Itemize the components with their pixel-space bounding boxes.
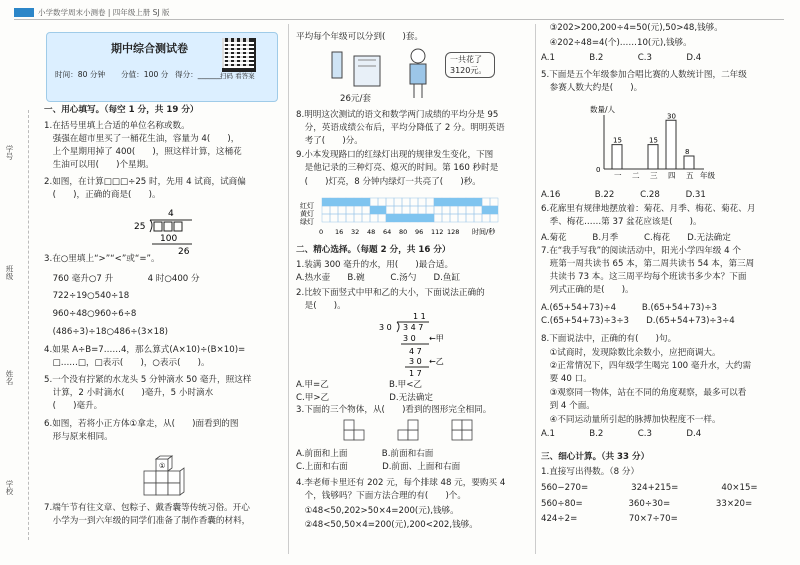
svg-text:1 7: 1 7 bbox=[409, 369, 422, 378]
binding-strip bbox=[14, 110, 29, 540]
light-cell bbox=[490, 214, 498, 222]
sachet-price: 26元/套 bbox=[340, 94, 372, 104]
col3-line: ④202÷48=4(个)……10(元),钱够。 bbox=[541, 38, 692, 48]
bar-value-label: 15 bbox=[613, 136, 622, 145]
header-text: 小学数学周末小测卷 | 四年级上册 SJ 版 bbox=[38, 8, 170, 17]
side-label-class: 班级 bbox=[5, 265, 14, 280]
col2-line: 1.装满 300 毫升的水，用( )最合适。 bbox=[296, 260, 454, 270]
col2-line: 分，英语成绩公布后，平均分降低了 2 分。明明英语 bbox=[296, 123, 505, 133]
bar-xlabel: 年级 bbox=[700, 171, 715, 180]
light-cell bbox=[474, 206, 482, 214]
col3-line: C.(65+54+73)÷3÷3 D.(65+54+73)÷3÷4 bbox=[541, 316, 735, 326]
light-cell bbox=[458, 206, 466, 214]
bar-2 bbox=[648, 145, 658, 169]
light-lit-segment bbox=[482, 206, 498, 214]
col2-line: 个，钱够吗？下面方法合理的有( )个。 bbox=[296, 491, 466, 501]
light-cell bbox=[386, 198, 394, 206]
cube-figure bbox=[140, 455, 200, 503]
bar-value-label: 15 bbox=[649, 136, 658, 145]
light-cell bbox=[458, 214, 466, 222]
col3-line: ③观察同一物体，站在不同的角度观察，最多可以看 bbox=[541, 388, 747, 398]
col1-line: 一、用心填写。（每空 1 分，共 19 分） bbox=[44, 105, 199, 115]
light-cell bbox=[362, 214, 370, 222]
svg-text:3 4 7: 3 4 7 bbox=[403, 323, 424, 332]
col2-line: 二、精心选择。（每题 2 分，共 16 分） bbox=[296, 245, 451, 255]
light-lit-segment bbox=[434, 198, 482, 206]
speech-bubble: 一共花了 3120元。 bbox=[445, 52, 495, 78]
sachet-illustration bbox=[322, 42, 452, 100]
light-row-label: 红灯 bbox=[300, 202, 314, 210]
col1-line: 强强在超市里买了一桶花生油，容量为 4( )， bbox=[44, 134, 240, 144]
light-cell bbox=[474, 214, 482, 222]
light-cell bbox=[426, 206, 434, 214]
svg-text:3 0: 3 0 bbox=[379, 323, 392, 332]
light-cell bbox=[450, 206, 458, 214]
col3-line: 列式正确的是( )。 bbox=[541, 285, 634, 295]
col1-line: 960÷48○960÷6÷8 bbox=[44, 309, 137, 319]
col1-line: 5.一个没有拧紧的水龙头 5 分钟滴水 50 毫升，照这样 bbox=[44, 375, 252, 385]
light-cell bbox=[338, 214, 346, 222]
col2-line: 考了( )分。 bbox=[296, 136, 363, 146]
light-cell bbox=[418, 206, 426, 214]
light-tick: 96 bbox=[415, 228, 424, 236]
col2-line: 是( )。 bbox=[296, 301, 346, 311]
col1-line: 722÷19○540÷18 bbox=[44, 291, 130, 301]
col2-line: ①48<50,202>50×4=200(元),钱够。 bbox=[296, 506, 459, 516]
col1-line: 形与原来相同。 bbox=[44, 432, 113, 442]
svg-text:①: ① bbox=[159, 462, 166, 470]
bar-value-label: 8 bbox=[685, 148, 690, 156]
col3-line: 424÷2= 70×7÷70= bbox=[541, 514, 678, 524]
col2-line: A.甲=乙 B.甲<乙 bbox=[296, 380, 423, 390]
light-cell bbox=[410, 206, 418, 214]
col1-line: 生油可以用( )个星期。 bbox=[44, 160, 154, 170]
col1-line: 7.端午节有往文章、包粽子、戴香囊等传统习俗。开心 bbox=[44, 503, 250, 513]
bar-3 bbox=[666, 120, 676, 169]
col3-line: 6.花廊里有规律地摆放着：菊花、月季、梅花、菊花、月 bbox=[541, 204, 756, 214]
col2-line: C.甲>乙 D.无法确定 bbox=[296, 393, 434, 403]
light-cell bbox=[482, 214, 490, 222]
bar-0 bbox=[612, 145, 622, 169]
col3-line: 共读书 73 本。这三周平均每个班读书多少本？下面 bbox=[541, 272, 747, 282]
light-cell bbox=[354, 214, 362, 222]
col1-line: 4.如果 A÷B=7……4，那么算式(A×10)÷(B×10)= bbox=[44, 345, 246, 355]
light-cell bbox=[330, 206, 338, 214]
col3-line: 5.下面是五个年级参加合唱比赛的人数统计图，二年级 bbox=[541, 70, 747, 80]
bar-category: 四 bbox=[668, 171, 676, 180]
light-cell bbox=[402, 206, 410, 214]
vertical-calculation bbox=[375, 310, 455, 378]
light-xlabel: 时间/秒 bbox=[472, 228, 496, 236]
light-cell bbox=[450, 214, 458, 222]
svg-text:4 7: 4 7 bbox=[409, 347, 422, 356]
division-remainder: 26 bbox=[178, 247, 190, 257]
col3-line: ①试商时，发现除数比余数小，应把商调大。 bbox=[541, 348, 721, 358]
light-cell bbox=[354, 206, 362, 214]
col3-line: A.1 B.2 C.3 D.4 bbox=[541, 53, 702, 63]
light-cell bbox=[330, 214, 338, 222]
side-label-id: 学号 bbox=[5, 145, 14, 160]
bar-category: 一 bbox=[614, 171, 622, 180]
svg-text:3 0: 3 0 bbox=[403, 334, 416, 343]
light-tick: 0 bbox=[319, 228, 324, 236]
exam-time: 时间：80 分钟 bbox=[55, 70, 106, 79]
exam-title: 期中综合测试卷 bbox=[111, 42, 188, 55]
light-lit-segment bbox=[322, 198, 370, 206]
three-objects-figure bbox=[340, 418, 500, 446]
col1-line: 6.如图，若将小正方体①拿走，从( )面看到的图 bbox=[44, 419, 239, 429]
col3-line: 要 40 口。 bbox=[541, 374, 592, 384]
light-tick: 112 bbox=[431, 228, 444, 236]
light-tick: 16 bbox=[335, 228, 344, 236]
light-lit-segment bbox=[386, 214, 434, 222]
light-cell bbox=[370, 214, 378, 222]
bar-value-label: 30 bbox=[667, 112, 676, 121]
col3-line: 参赛人数大约是( )。 bbox=[541, 83, 643, 93]
light-cell bbox=[394, 206, 402, 214]
col1-line: ( )毫升。 bbox=[44, 401, 103, 411]
col3-line: A.菊花 B.月季 C.梅花 D.无法确定 bbox=[541, 233, 731, 243]
light-cell bbox=[410, 198, 418, 206]
division-divisor: 25 bbox=[134, 222, 146, 232]
col3-line: 到 4 个面。 bbox=[541, 401, 595, 411]
light-cell bbox=[386, 206, 394, 214]
col1-line: 760 毫升○7 升 4 时○400 分 bbox=[44, 274, 200, 284]
col1-line: 计算，2 小时滴水( )毫升，5 小时滴水 bbox=[44, 388, 214, 398]
col3-line: 560−270= 324+215= 40×15= bbox=[541, 483, 758, 493]
col2-line: 2.比较下面竖式中甲和乙的大小，下面说法正确的 bbox=[296, 288, 485, 298]
light-cell bbox=[490, 198, 498, 206]
col2-line: 8.明明这次测试的语文和数学两门成绩的平均分是 95 bbox=[296, 110, 499, 120]
bar-category: 二 bbox=[632, 171, 640, 180]
bar-category: 五 bbox=[686, 171, 694, 180]
col1-line: ( )，正确的商是( )。 bbox=[44, 190, 161, 200]
light-row-label: 绿灯 bbox=[300, 218, 314, 226]
col2-line: C.上面和右面 D.前面、上面和右面 bbox=[296, 462, 461, 472]
col1-line: 2.如图，在计算□□□÷25 时，先用 4 试商，试商偏 bbox=[44, 177, 246, 187]
exam-score: 分值：100 分 bbox=[121, 70, 169, 79]
col3-line: 1.直接写出得数。（8 分） bbox=[541, 467, 640, 477]
col2-line: 是他记录的三种灯亮、熄灭的时间。第 160 秒时是 bbox=[296, 163, 499, 173]
col3-line: ②正常情况下，四年级学生喝完 100 毫升水，大约需 bbox=[541, 361, 752, 371]
col3-line: 季、梅花……第 37 盆花应该是( )。 bbox=[541, 217, 702, 227]
exam-got: 得分：______ bbox=[175, 70, 221, 79]
light-cell bbox=[442, 206, 450, 214]
side-label-school: 学校 bbox=[5, 480, 14, 495]
division-product: 100 bbox=[160, 234, 178, 244]
col1-line: 小学为一到六年级的同学们准备了制作香囊的材料， bbox=[44, 516, 251, 526]
col1-line: 上个星期用掉了 400( )，照这样计算，这桶花 bbox=[44, 147, 242, 157]
col3-line: 8.下面说法中，正确的有( )句。 bbox=[541, 334, 677, 344]
light-cell bbox=[346, 206, 354, 214]
light-cell bbox=[378, 214, 386, 222]
light-cell bbox=[434, 206, 442, 214]
light-cell bbox=[466, 206, 474, 214]
light-tick: 64 bbox=[383, 228, 392, 236]
light-tick: 32 bbox=[351, 228, 360, 236]
light-cell bbox=[466, 214, 474, 222]
col3-line: A.1 B.2 C.3 D.4 bbox=[541, 429, 702, 439]
svg-text:←乙: ←乙 bbox=[429, 357, 444, 366]
header-badge bbox=[14, 8, 34, 17]
col2-line: A.前面和上面 B.前面和右面 bbox=[296, 449, 434, 459]
col3-line: 班第一周共读书 65 本，第二周共读书 54 本，第三周 bbox=[541, 259, 755, 269]
bar-chart bbox=[590, 103, 720, 183]
col3-line: ③202>200,200÷4=50(元),50>48,钱够。 bbox=[541, 23, 723, 33]
col3-line: A.(65+54+73)÷4 B.(65+54+73)÷3 bbox=[541, 303, 718, 313]
col3-line: 7.在“我手写我”的阅读活动中，阳光小学四年级 4 个 bbox=[541, 246, 741, 256]
long-division-figure bbox=[130, 206, 200, 258]
col1-line: 3.在○里填上“>”“<”或“=”。 bbox=[44, 254, 160, 264]
col3-line: 三、细心计算。（共 33 分） bbox=[541, 452, 650, 462]
col2-line: 平均每个年级可以分到( )套。 bbox=[296, 32, 424, 42]
light-cell bbox=[434, 214, 442, 222]
light-cell bbox=[346, 214, 354, 222]
col3-line: ④不同运动量所引起的脉搏加快程度不一样。 bbox=[541, 415, 721, 425]
light-row-label: 黄灯 bbox=[300, 210, 314, 218]
header-rule bbox=[14, 19, 784, 20]
light-cell bbox=[394, 198, 402, 206]
col2-line: A.热水壶 B.碗 C.汤勺 D.鱼缸 bbox=[296, 273, 461, 283]
bar-ylabel: 数量/人 bbox=[590, 105, 616, 114]
light-cell bbox=[426, 198, 434, 206]
light-tick: 48 bbox=[367, 228, 376, 236]
traffic-light-timeline bbox=[300, 194, 525, 242]
light-cell bbox=[322, 214, 330, 222]
light-cell bbox=[418, 198, 426, 206]
light-cell bbox=[362, 206, 370, 214]
qr-label: 扫码 看答案 bbox=[220, 72, 255, 80]
division-quotient: 4 bbox=[168, 209, 174, 219]
light-lit-segment bbox=[370, 206, 386, 214]
col3-line: 560÷80= 360÷30= 33×20= bbox=[541, 499, 753, 509]
bar-4 bbox=[684, 156, 694, 169]
svg-text:3 0: 3 0 bbox=[409, 357, 422, 366]
col2-line: ( )灯亮，8 分钟内绿灯一共亮了( )秒。 bbox=[296, 177, 481, 187]
side-label-name: 姓名 bbox=[5, 370, 14, 385]
col2-line: 4.李老师卡里还有 202 元，每个排球 48 元，要购买 4 bbox=[296, 478, 506, 488]
svg-text:←甲: ←甲 bbox=[429, 334, 444, 343]
light-tick: 80 bbox=[399, 228, 408, 236]
light-cell bbox=[482, 198, 490, 206]
light-cell bbox=[442, 214, 450, 222]
light-cell bbox=[378, 198, 386, 206]
col2-line: ②48<50,50×4=200(元),200<202,钱够。 bbox=[296, 520, 478, 530]
col1-line: (486÷3)÷18○486÷(3×18) bbox=[44, 327, 168, 337]
col2-line: 9.小本发现路口的红绿灯出现的规律发生变化，下图 bbox=[296, 150, 494, 160]
col1-line: 1.在括号里填上合适的单位名称或数。 bbox=[44, 121, 190, 131]
bar-origin: 0 bbox=[596, 166, 601, 174]
col2-line: 3.下面的三个物体，从( )看到的图形完全相同。 bbox=[296, 405, 492, 415]
light-cell bbox=[370, 198, 378, 206]
svg-text:1 1: 1 1 bbox=[413, 312, 426, 321]
light-cell bbox=[338, 206, 346, 214]
light-tick: 128 bbox=[447, 228, 460, 236]
col1-line: □……□，□表示( )，○表示( )。 bbox=[44, 358, 210, 368]
col3-line: A.16 B.22 C.28 D.31 bbox=[541, 190, 706, 200]
light-cell bbox=[322, 206, 330, 214]
light-cell bbox=[402, 198, 410, 206]
bar-category: 三 bbox=[650, 171, 658, 180]
